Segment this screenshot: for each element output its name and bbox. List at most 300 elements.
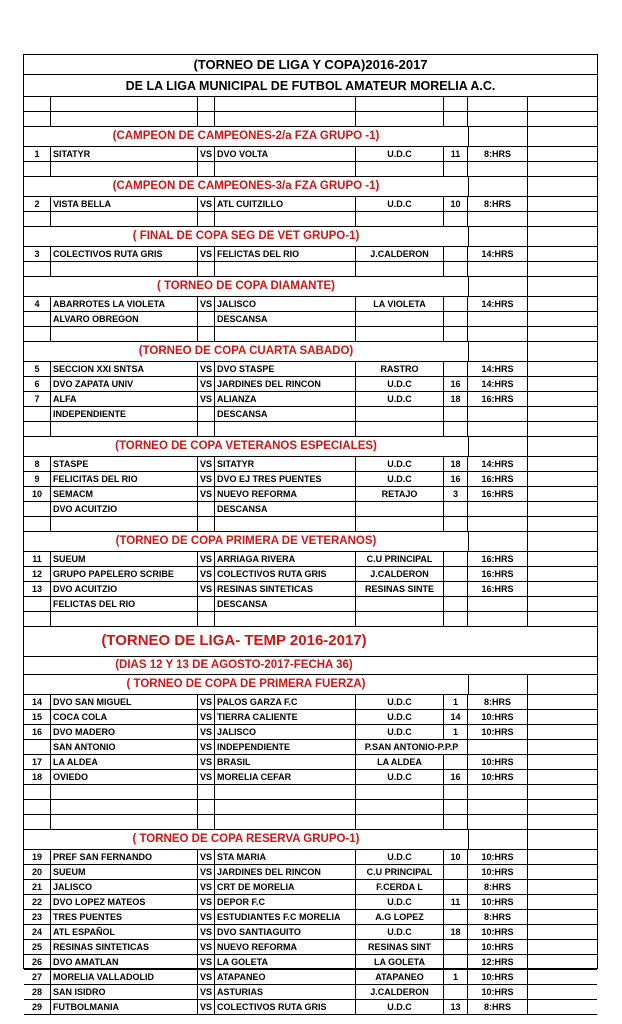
field-number: 11 [444,895,468,909]
vs-label: VS [198,582,215,596]
section-header [24,532,597,552]
away-team: DVO VOLTA [215,147,356,161]
match-row [24,147,597,162]
away-team: ESTUDIANTES F.C MORELIA [215,910,356,924]
away-team: COLECTIVOS RUTA GRIS [215,567,356,581]
liga-dates: (DIAS 12 Y 13 DE AGOSTO-2017-FECHA 36) [115,659,353,671]
section-header-title: (CAMPEON DE CAMPEONES-3/a FZA GRUPO -1) [112,180,380,192]
liga-dates-row [24,657,597,675]
field-number: 16 [444,377,468,391]
venue: LA GOLETA [356,955,444,969]
section-header [24,227,597,247]
empty-cell [528,457,597,471]
match-number: 11 [24,552,51,566]
away-team: BRASIL [215,755,356,769]
home-team: COLECTIVOS RUTA GRIS [51,247,198,261]
empty-cell [444,800,468,814]
empty-cell [356,815,444,829]
empty-cell [528,247,597,261]
match-number: 17 [24,755,51,769]
match-row [24,850,597,865]
empty-cell [215,517,356,531]
empty-cell [51,517,198,531]
home-team: SEMACM [51,487,198,501]
vs-label: VS [198,740,215,754]
match-time: 8:HRS [468,1000,528,1014]
match-row [24,362,597,377]
match-number: 3 [24,247,51,261]
venue: J.CALDERON [356,567,444,581]
blank-row [24,162,597,177]
vs-label: VS [198,850,215,864]
subtitle-row [24,75,597,97]
empty-cell [51,800,198,814]
venue: U.D.C [356,895,444,909]
empty-cell [468,277,528,296]
away-team: MORELIA CEFAR [215,770,356,784]
home-team: STASPE [51,457,198,471]
empty-cell [528,830,597,849]
match-number: 6 [24,377,51,391]
vs-label [198,407,215,421]
section-header [24,127,597,147]
away-team: JARDINES DEL RINCON [215,377,356,391]
match-time: 12:HRS [468,955,528,969]
empty-cell [528,612,597,626]
vs-label: VS [198,362,215,376]
match-number: 20 [24,865,51,879]
empty-cell [528,147,597,161]
match-time: 16:HRS [468,582,528,596]
venue: U.D.C [356,472,444,486]
vs-label: VS [198,297,215,311]
empty-cell [468,437,528,456]
home-team: PREF SAN FERNANDO [51,850,198,864]
match-row [24,297,597,312]
field-number [444,362,468,376]
match-time: 16:HRS [468,392,528,406]
empty-cell [215,785,356,799]
vs-label: VS [198,970,215,984]
section-header-title: ( TORNEO DE COPA RESERVA GRUPO-1) [132,833,360,845]
empty-cell [468,675,528,694]
empty-cell [468,342,528,361]
empty-cell [444,262,468,276]
vs-label [198,312,215,326]
match-time: 14:HRS [468,457,528,471]
match-number: 14 [24,695,51,709]
empty-cell [51,162,198,176]
vs-label: VS [198,552,215,566]
empty-cell [468,327,528,341]
field-number: 18 [444,457,468,471]
venue: C.U PRINCIPAL [356,865,444,879]
empty-cell [528,597,597,611]
away-team: DESCANSA [215,597,356,611]
empty-cell [528,262,597,276]
match-row [24,197,597,212]
empty-cell [528,407,597,421]
match-row [24,710,597,725]
empty-cell [24,212,51,226]
venue: U.D.C [356,147,444,161]
match-time: 8:HRS [468,147,528,161]
match-number: 9 [24,472,51,486]
match-row [24,985,597,1000]
match-row [24,695,597,710]
match-time [468,502,528,516]
match-number: 18 [24,770,51,784]
match-number: 29 [24,1000,51,1014]
away-team: JALISCO [215,725,356,739]
match-time [468,312,528,326]
venue: RASTRO [356,362,444,376]
venue: U.D.C [356,770,444,784]
empty-cell [356,212,444,226]
match-row [24,895,597,910]
empty-cell [528,552,597,566]
empty-cell [528,532,597,551]
empty-cell [198,327,215,341]
field-number: 16 [444,472,468,486]
empty-cell [198,815,215,829]
home-team: SAN ISIDRO [51,985,198,999]
vs-label: VS [198,985,215,999]
match-time [468,740,528,754]
home-team: FELICTAS DEL RIO [51,597,198,611]
match-row [24,502,597,517]
match-row [24,755,597,770]
empty-cell [528,377,597,391]
match-number: 27 [24,970,51,984]
match-time: 10:HRS [468,925,528,939]
away-team: TIERRA CALIENTE [215,710,356,724]
empty-cell [528,675,597,694]
empty-cell [444,162,468,176]
empty-cell [198,262,215,276]
empty-cell [528,940,597,954]
venue: RETAJO [356,487,444,501]
empty-cell [528,865,597,879]
liga-title: (TORNEO DE LIGA- TEMP 2016-2017) [101,632,367,649]
section-header [24,830,597,850]
blank-row [24,612,597,627]
empty-cell [468,815,528,829]
empty-cell [198,97,215,111]
empty-cell [528,567,597,581]
empty-cell [444,422,468,436]
match-row [24,567,597,582]
empty-cell [356,262,444,276]
home-team: OVIEDO [51,770,198,784]
venue: P.SAN ANTONIO-P.P.P [356,740,468,754]
home-team: SITATYR [51,147,198,161]
away-team: DESCANSA [215,502,356,516]
away-team: RESINAS SINTETICAS [215,582,356,596]
empty-cell [468,800,528,814]
empty-cell [444,612,468,626]
home-team: JALISCO [51,880,198,894]
empty-cell [528,785,597,799]
empty-cell [215,815,356,829]
empty-cell [51,262,198,276]
field-number [444,552,468,566]
empty-cell [468,162,528,176]
empty-cell [528,327,597,341]
field-number: 14 [444,710,468,724]
away-team: PALOS GARZA F.C [215,695,356,709]
empty-cell [528,910,597,924]
home-team: LA ALDEA [51,755,198,769]
vs-label: VS [198,1000,215,1014]
match-number: 22 [24,895,51,909]
empty-cell [356,422,444,436]
field-number: 18 [444,925,468,939]
match-time: 8:HRS [468,197,528,211]
away-team: DVO EJ TRES PUENTES [215,472,356,486]
away-team: ALIANZA [215,392,356,406]
empty-cell [51,327,198,341]
away-team: COLECTIVOS RUTA GRIS [215,1000,356,1014]
empty-cell [468,97,528,111]
match-time: 16:HRS [468,487,528,501]
venue: U.D.C [356,392,444,406]
empty-cell [528,437,597,456]
venue: C.U PRINCIPAL [356,552,444,566]
empty-cell [356,112,444,126]
section-header [24,675,597,695]
vs-label: VS [198,955,215,969]
empty-cell [528,487,597,501]
vs-label: VS [198,865,215,879]
empty-cell [51,212,198,226]
field-number [444,940,468,954]
match-number [24,740,51,754]
section-header [24,177,597,197]
section-header-title: (CAMPEON DE CAMPEONES-2/a FZA GRUPO -1) [112,130,380,142]
venue: U.D.C [356,925,444,939]
vs-label: VS [198,377,215,391]
match-time: 10:HRS [468,970,528,984]
empty-cell [215,612,356,626]
blank-row [24,422,597,437]
empty-cell [468,785,528,799]
empty-cell [215,112,356,126]
match-number: 15 [24,710,51,724]
empty-cell [528,970,597,984]
away-team: ATL CUITZILLO [215,197,356,211]
match-row [24,392,597,407]
field-number: 18 [444,392,468,406]
match-number: 10 [24,487,51,501]
venue: U.D.C [356,695,444,709]
empty-cell [215,327,356,341]
venue: U.D.C [356,457,444,471]
home-team: GRUPO PAPELERO SCRIBE [51,567,198,581]
empty-cell [528,297,597,311]
venue: RESINAS SINT [356,940,444,954]
away-team: NUEVO REFORMA [215,487,356,501]
vs-label: VS [198,247,215,261]
match-number: 24 [24,925,51,939]
empty-cell [444,112,468,126]
home-team: DVO AMATLAN [51,955,198,969]
home-team: SUEUM [51,552,198,566]
venue: LA VIOLETA [356,297,444,311]
empty-cell [468,262,528,276]
match-number: 25 [24,940,51,954]
venue: J.CALDERON [356,985,444,999]
match-time: 10:HRS [468,710,528,724]
vs-label [198,502,215,516]
empty-cell [24,112,51,126]
venue: J.CALDERON [356,247,444,261]
field-number: 1 [444,725,468,739]
empty-cell [356,327,444,341]
match-time: 16:HRS [468,567,528,581]
vs-label: VS [198,392,215,406]
match-time: 14:HRS [468,247,528,261]
match-time: 10:HRS [468,940,528,954]
home-team: SAN ANTONIO [51,740,198,754]
home-team: DVO LOPEZ MATEOS [51,895,198,909]
empty-cell [24,327,51,341]
empty-cell [468,177,528,196]
home-team: DVO MADERO [51,725,198,739]
field-number [444,247,468,261]
field-number [444,985,468,999]
away-team: SITATYR [215,457,356,471]
field-number: 3 [444,487,468,501]
match-number: 1 [24,147,51,161]
match-time: 8:HRS [468,695,528,709]
match-number: 5 [24,362,51,376]
vs-label: VS [198,472,215,486]
empty-cell [444,327,468,341]
empty-cell [24,785,51,799]
home-team: DVO SAN MIGUEL [51,695,198,709]
section-header-title: (TORNEO DE COPA VETERANOS ESPECIALES) [115,440,377,452]
venue: RESINAS SINTE [356,582,444,596]
field-number [444,582,468,596]
home-team: DVO ACUITZIO [51,502,198,516]
match-row [24,377,597,392]
empty-cell [356,785,444,799]
venue: U.D.C [356,710,444,724]
empty-cell [24,612,51,626]
empty-cell [24,97,51,111]
match-row [24,1000,597,1015]
empty-cell [468,532,528,551]
match-number: 2 [24,197,51,211]
match-time: 14:HRS [468,377,528,391]
vs-label: VS [198,755,215,769]
match-time: 8:HRS [468,910,528,924]
home-team: ABARROTES LA VIOLETA [51,297,198,311]
match-row [24,457,597,472]
empty-cell [198,112,215,126]
empty-cell [528,127,597,146]
match-number [24,312,51,326]
schedule-sheet [23,54,598,1012]
empty-cell [528,392,597,406]
empty-cell [198,785,215,799]
home-team: ATL ESPAÑOL [51,925,198,939]
vs-label: VS [198,567,215,581]
match-number: 26 [24,955,51,969]
venue: U.D.C [356,1000,444,1014]
home-team: TRES PUENTES [51,910,198,924]
match-number: 28 [24,985,51,999]
vs-label: VS [198,910,215,924]
field-number: 13 [444,1000,468,1014]
empty-cell [528,985,597,999]
section-header [24,437,597,457]
away-team: LA GOLETA [215,955,356,969]
match-row [24,955,597,970]
field-number [444,567,468,581]
empty-cell [528,422,597,436]
section-header [24,277,597,297]
blank-row [24,785,597,800]
vs-label: VS [198,880,215,894]
blank-row [24,262,597,277]
vs-label: VS [198,925,215,939]
empty-cell [51,612,198,626]
empty-cell [468,127,528,146]
match-number: 13 [24,582,51,596]
match-number: 8 [24,457,51,471]
empty-cell [444,97,468,111]
match-time: 14:HRS [468,297,528,311]
match-row [24,407,597,422]
empty-cell [528,770,597,784]
match-number: 7 [24,392,51,406]
away-team: ASTURIAS [215,985,356,999]
match-row [24,472,597,487]
match-row [24,970,597,985]
match-time: 10:HRS [468,985,528,999]
venue: ATAPANEO [356,970,444,984]
home-team: MORELIA VALLADOLID [51,970,198,984]
empty-cell [356,162,444,176]
empty-cell [528,112,597,126]
empty-cell [528,725,597,739]
blank-row [24,800,597,815]
empty-cell [528,97,597,111]
empty-cell [215,97,356,111]
match-row [24,865,597,880]
liga-title-row [24,627,597,657]
field-number [444,910,468,924]
vs-label: VS [198,725,215,739]
empty-cell [528,177,597,196]
away-team: DVO STASPE [215,362,356,376]
empty-cell [528,1000,597,1014]
match-number: 19 [24,850,51,864]
away-team: DESCANSA [215,312,356,326]
field-number [444,407,468,421]
match-time: 16:HRS [468,552,528,566]
section-header-title: ( FINAL DE COPA SEG DE VET GRUPO-1) [132,230,360,242]
empty-cell [198,162,215,176]
empty-cell [528,755,597,769]
title-row [24,55,597,75]
match-row [24,910,597,925]
field-number [444,297,468,311]
empty-cell [198,800,215,814]
empty-cell [24,162,51,176]
